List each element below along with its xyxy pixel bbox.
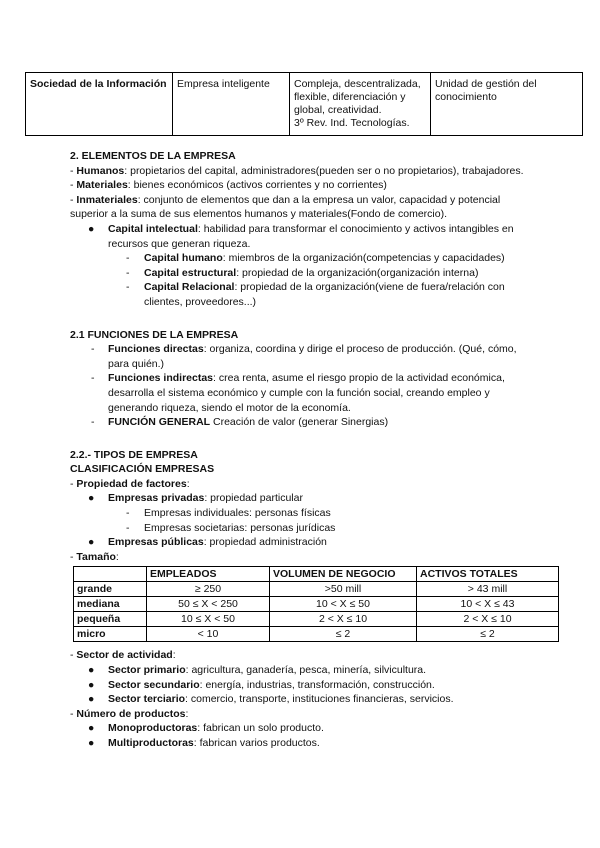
table-cell: < 10 [147, 627, 270, 642]
spacer [70, 440, 540, 448]
paragraph: - Humanos: propietarios del capital, administradores(pueden ser o no propietarios), trabajadores. [70, 164, 524, 177]
term: Materiales [76, 179, 128, 192]
definition: : energía, industrias, transformación, construcción. [199, 678, 435, 691]
definition: : fabrican un solo producto. [197, 722, 324, 735]
table-cell: > 43 mill [417, 582, 559, 597]
term: Número de productos [76, 707, 186, 720]
spacer [70, 430, 540, 440]
term: Funciones indirectas [108, 372, 214, 385]
dash-icon: - [126, 266, 130, 279]
term: Capital estructural [144, 266, 237, 279]
section-heading: 2.2.- TIPOS DE EMPRESA [70, 448, 198, 461]
dash-icon: - [91, 372, 95, 385]
table-cell: Empresa inteligente [173, 73, 290, 136]
term: Funciones directas [108, 343, 204, 356]
table-row [26, 73, 583, 136]
definition: : miembros de la organización(competencias y capacidades) [222, 252, 505, 265]
definition: : propiedad de la organización(viene de fuera/relación con clientes, proveedores...) [144, 281, 505, 308]
bullet-icon: ● [88, 737, 95, 749]
paragraph: - Sector de actividad: [70, 649, 176, 662]
table-cell: micro [74, 627, 147, 642]
dash-icon: - [91, 343, 95, 356]
term: Capital humano [144, 252, 223, 265]
paragraph: - Tamaño: [70, 550, 119, 563]
dash-icon: - [126, 521, 130, 534]
table-cell: pequeña [74, 612, 147, 627]
section-heading: 2.1 FUNCIONES DE LA EMPRESA [70, 328, 239, 341]
dash-icon: - [126, 252, 130, 265]
definition: : crea renta, asume el riesgo propio de la actividad económica, desarrolla el sistema económico y cumple con la función social, creando empleo y generando riqueza, siendo el motor de la economía. [108, 372, 505, 414]
table-cell: grande [74, 582, 147, 597]
definition: : habilidad para transformar el conocimiento y activos intangibles en recursos que generan riqueza. [108, 222, 514, 250]
paragraph: - Propiedad de factores: [70, 477, 190, 490]
definition: : fabrican varios productos. [193, 737, 320, 749]
term: Inmateriales [76, 193, 138, 206]
definition: : conjunto de elementos que dan a la empresa un valor, capacidad y potencial superior a la suma de sus elementos humanos y materiales(Fondo de comercio). [70, 193, 501, 221]
dash-icon: - [126, 281, 130, 294]
table-row [74, 582, 559, 597]
table-cell: mediana [74, 597, 147, 612]
cell-text: Compleja, descentralizada, flexible, diferenciación y global, creatividad. [294, 78, 421, 116]
list-item [70, 506, 540, 521]
term: Capital intelectual [108, 222, 198, 235]
table-header: ACTIVOS TOTALES [417, 567, 559, 582]
definition: : agricultura, ganadería, pesca, minería, silvicultura. [185, 664, 427, 677]
list-item [70, 415, 540, 430]
table-header: EMPLEADOS [147, 567, 270, 582]
term: FUNCIÓN GENERAL [108, 416, 211, 429]
table-cell: 2 < X ≤ 10 [417, 612, 559, 627]
section-subheading: CLASIFICACIÓN EMPRESAS [70, 463, 215, 476]
table-cell: ≤ 2 [270, 627, 417, 642]
table-cell: 50 ≤ X < 250 [147, 597, 270, 612]
term: Sector terciario [108, 693, 186, 706]
term: Sector primario [108, 664, 186, 677]
term: Tamaño [76, 550, 116, 563]
list-item [70, 736, 540, 751]
term: Humanos [76, 164, 125, 177]
summary-table [25, 72, 583, 136]
term: Sector secundario [108, 678, 200, 691]
list-item [70, 266, 540, 281]
term: Capital Relacional [144, 281, 235, 294]
list-item [70, 663, 540, 678]
table-cell: ≤ 2 [417, 627, 559, 642]
bullet-icon: ● [88, 664, 95, 677]
definition: Creación de valor (generar Sinergias) [210, 416, 389, 429]
dash-icon: - [126, 507, 130, 520]
cell-text: 3º Rev. Ind. Tecnologías. [294, 117, 410, 129]
definition: : bienes económicos (activos corrientes y no corrientes) [127, 179, 387, 192]
term: Empresas privadas [108, 492, 205, 505]
term: Monoproductoras [108, 722, 198, 735]
bullet-icon: ● [88, 536, 95, 549]
bullet-icon: ● [88, 722, 95, 735]
list-item [70, 222, 540, 251]
table-header-row [74, 567, 559, 582]
definition: : propietarios del capital, administradores(pueden ser o no propietarios), trabajadores. [124, 164, 524, 177]
term: Empresas públicas [108, 536, 204, 549]
list-item [70, 342, 540, 371]
table-cell [290, 73, 431, 136]
dash-icon: - [91, 416, 95, 429]
table-cell: >50 mill [270, 582, 417, 597]
definition: : propiedad de la organización(organización interna) [236, 266, 479, 279]
list-item [70, 491, 540, 506]
table-cell: 10 ≤ X < 50 [147, 612, 270, 627]
term: Propiedad de factores [76, 477, 187, 490]
table-row [74, 597, 559, 612]
list-item [70, 280, 540, 309]
table-header: VOLUMEN DE NEGOCIO [270, 567, 417, 582]
table-row [74, 627, 559, 642]
paragraph: - Materiales: bienes económicos (activos corrientes y no corrientes) [70, 179, 387, 192]
term: Sector de actividad [76, 649, 173, 662]
spacer [70, 310, 540, 320]
bullet-icon: ● [88, 222, 95, 235]
list-item [70, 721, 540, 736]
table-header [74, 567, 147, 582]
table-cell: Unidad de gestión del conocimiento [431, 73, 583, 136]
table-row [74, 612, 559, 627]
list-text: Empresas individuales: personas físicas [144, 507, 331, 520]
table-cell: 10 < X ≤ 50 [270, 597, 417, 612]
list-text: Empresas societarias: personas jurídicas [144, 521, 336, 534]
table-cell: 10 < X ≤ 43 [417, 597, 559, 612]
list-item [70, 692, 540, 707]
list-item [70, 251, 540, 266]
paragraph: - Inmateriales: conjunto de elementos que dan a la empresa un valor, capacidad y potencial superior a la suma de sus elementos humanos y materiales(Fondo de comercio). [70, 193, 501, 221]
section-heading: 2. ELEMENTOS DE LA EMPRESA [70, 150, 236, 162]
bullet-icon: ● [88, 678, 95, 691]
list-item [70, 535, 540, 550]
spacer [70, 320, 540, 328]
document-body [70, 149, 540, 751]
bullet-icon: ● [88, 492, 95, 505]
list-item [70, 678, 540, 693]
bullet-icon: ● [88, 693, 95, 706]
paragraph: - Número de productos: [70, 707, 189, 720]
term: Multiproductoras [108, 737, 194, 749]
size-table [73, 566, 559, 642]
list-item [70, 371, 540, 415]
table-cell: Sociedad de la Información [26, 73, 173, 136]
definition: : propiedad particular [204, 492, 303, 505]
definition: : organiza, coordina y dirige el proceso de producción. (Qué, cómo, para quién.) [108, 343, 517, 370]
table-cell: 2 < X ≤ 10 [270, 612, 417, 627]
list-item [70, 521, 540, 536]
definition: : propiedad administración [203, 536, 327, 549]
table-cell: ≥ 250 [147, 582, 270, 597]
definition: : comercio, transporte, instituciones financieras, servicios. [185, 693, 454, 706]
